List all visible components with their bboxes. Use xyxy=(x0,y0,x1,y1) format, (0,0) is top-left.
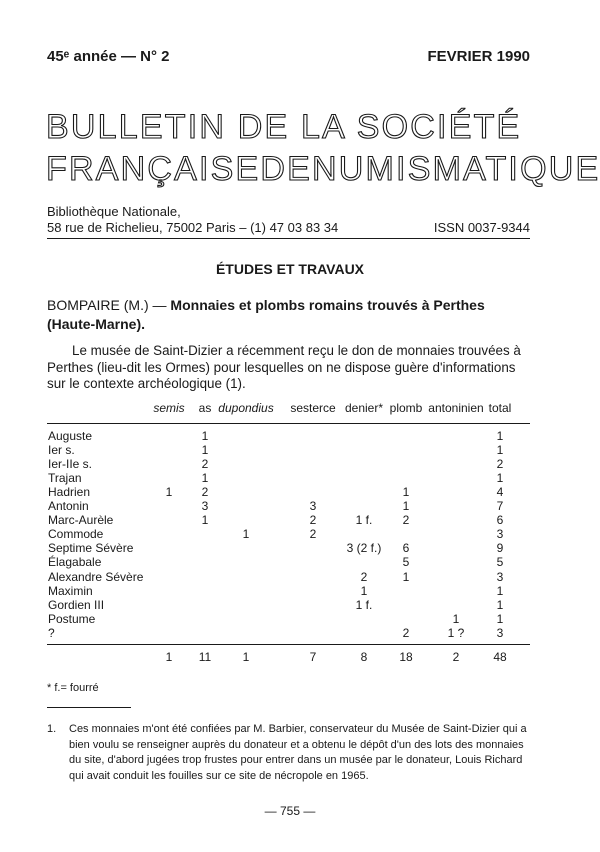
row-label: Maximin xyxy=(48,583,93,598)
table-cell: 1 xyxy=(402,569,410,584)
issue-label: 45ᵉ année — N° 2 xyxy=(47,48,170,65)
section-heading: ÉTUDES ET TRAVAUX xyxy=(215,261,365,277)
table-cell: 3 xyxy=(496,625,504,640)
table-cell: 4 xyxy=(496,485,504,500)
column-header: total xyxy=(488,401,512,415)
row-label: Trajan xyxy=(48,471,82,486)
total-cell: 11 xyxy=(198,650,212,664)
column-header: plomb xyxy=(389,401,423,415)
row-label: Marc-Aurèle xyxy=(48,513,114,528)
table-bottom-rule xyxy=(47,644,530,645)
table-cell: 1 xyxy=(496,471,504,486)
table-cell: 5 xyxy=(402,555,410,570)
table-cell: 2 xyxy=(309,527,317,542)
total-cell: 8 xyxy=(360,650,368,664)
journal-title-line2: FRANÇAISEDENUMISMATIQUE xyxy=(46,150,600,188)
journal-title-line1: BULLETIN DE LA SOCIÉTÉ xyxy=(46,108,522,146)
header-rule xyxy=(47,238,530,239)
column-header: antoninien xyxy=(428,401,484,415)
total-cell: 18 xyxy=(399,650,413,664)
total-cell: 2 xyxy=(452,650,460,664)
row-label: Alexandre Sévère xyxy=(48,569,144,584)
table-cell: 2 xyxy=(201,457,209,472)
table-cell: 1 xyxy=(402,485,410,500)
total-cell: 48 xyxy=(493,650,507,664)
footnote-rule xyxy=(47,707,131,708)
table-cell: 1 xyxy=(242,527,250,542)
table-cell: 3 xyxy=(496,569,504,584)
row-label: Gordien III xyxy=(48,597,105,612)
table-cell: 1 xyxy=(201,513,209,528)
table-cell: 1 xyxy=(496,597,504,612)
table-note: * f.= fourré xyxy=(47,682,99,694)
issn: ISSN 0037-9344 xyxy=(433,220,530,235)
table-cell: 2 xyxy=(496,457,504,472)
article-heading xyxy=(47,296,530,334)
table-cell: 1 xyxy=(201,471,209,486)
table-cell: 1 xyxy=(201,429,209,443)
table-cell: 2 xyxy=(402,513,410,528)
column-header: dupondius xyxy=(218,401,274,415)
row-label: Ier s. xyxy=(48,443,75,458)
table-cell: 1 xyxy=(402,499,410,514)
row-label: Ier-IIe s. xyxy=(48,457,93,472)
article-title: Monnaies et plombs romains trouvés à Perthes (Haute-Marne). xyxy=(47,297,485,332)
row-label: Auguste xyxy=(48,429,93,443)
row-label: Commode xyxy=(48,527,104,542)
page-number: — 755 — xyxy=(264,804,316,818)
table-cell: 3 (2 f.) xyxy=(346,541,382,556)
table-cell: 1 xyxy=(360,583,368,598)
table-cell: 7 xyxy=(496,499,504,514)
total-cell: 7 xyxy=(309,650,317,664)
address-line2: 58 rue de Richelieu, 75002 Paris – (1) 47 03 83 34 xyxy=(47,220,339,235)
row-label: Hadrien xyxy=(48,485,91,500)
table-cell: 2 xyxy=(309,513,317,528)
table-cell: 9 xyxy=(496,541,504,556)
column-header: denier* xyxy=(344,401,384,415)
footnote-text: Ces monnaies m'ont été confiées par M. Barbier, conservateur du Musée de Saint-Dizier qui a bien voulu se renseigner auprès du donateur et a obtenu le dépôt d'un des lots des monnaies du site, d'abord jugées trop frustes pour entrer dans un musée par le donateur, Louis Richard qui avait conduit les fouilles sur ce site de nécropole en 1965. xyxy=(69,723,527,782)
table-cell: 1 xyxy=(496,611,504,626)
total-cell: 1 xyxy=(242,650,250,664)
table-cell: 1 xyxy=(496,583,504,598)
table-cell: 1 xyxy=(452,611,460,626)
table-cell: 1 xyxy=(496,429,504,443)
column-header: sesterce xyxy=(290,401,336,415)
table-cell: 2 xyxy=(201,485,209,500)
issue-date: FEVRIER 1990 xyxy=(427,48,530,65)
table-cell: 1 xyxy=(201,443,209,458)
row-label: Postume xyxy=(48,611,96,626)
row-label: Septime Sévère xyxy=(48,541,134,556)
footnote-number: 1. xyxy=(47,723,57,735)
table-cell: 5 xyxy=(496,555,504,570)
article-author: BOMPAIRE (M.) — xyxy=(47,297,167,313)
table-cell: 1 f. xyxy=(355,597,373,612)
intro-paragraph: Le musée de Saint-Dizier a récemment reçu le don de monnaies trouvées à Perthes (lieu-dit les Ormes) pour lesquelles on ne dispose guère d'informations sur le contexte archéologique (1). xyxy=(47,343,521,391)
table-cell: 2 xyxy=(402,625,410,640)
table-cell: 2 xyxy=(360,569,368,584)
table-cell: 1 xyxy=(496,443,504,458)
table-cell: 3 xyxy=(309,499,317,514)
table-cell: 1 xyxy=(165,485,173,500)
table-cell: 1 f. xyxy=(355,513,373,528)
table-cell: 3 xyxy=(201,499,209,514)
table-cell: 3 xyxy=(496,527,504,542)
row-label: Élagabale xyxy=(48,555,102,570)
table-top-rule xyxy=(47,423,530,424)
row-label: ? xyxy=(48,625,55,640)
column-header: as xyxy=(198,401,212,415)
address-line1: Bibliothèque Nationale, xyxy=(47,204,181,219)
footnote xyxy=(47,722,535,784)
row-label: Antonin xyxy=(48,499,89,514)
total-cell: 1 xyxy=(165,650,173,664)
table-cell: 6 xyxy=(402,541,410,556)
table-cell: 1 ? xyxy=(447,625,465,640)
table-cell: 6 xyxy=(496,513,504,528)
column-header: semis xyxy=(153,401,185,415)
